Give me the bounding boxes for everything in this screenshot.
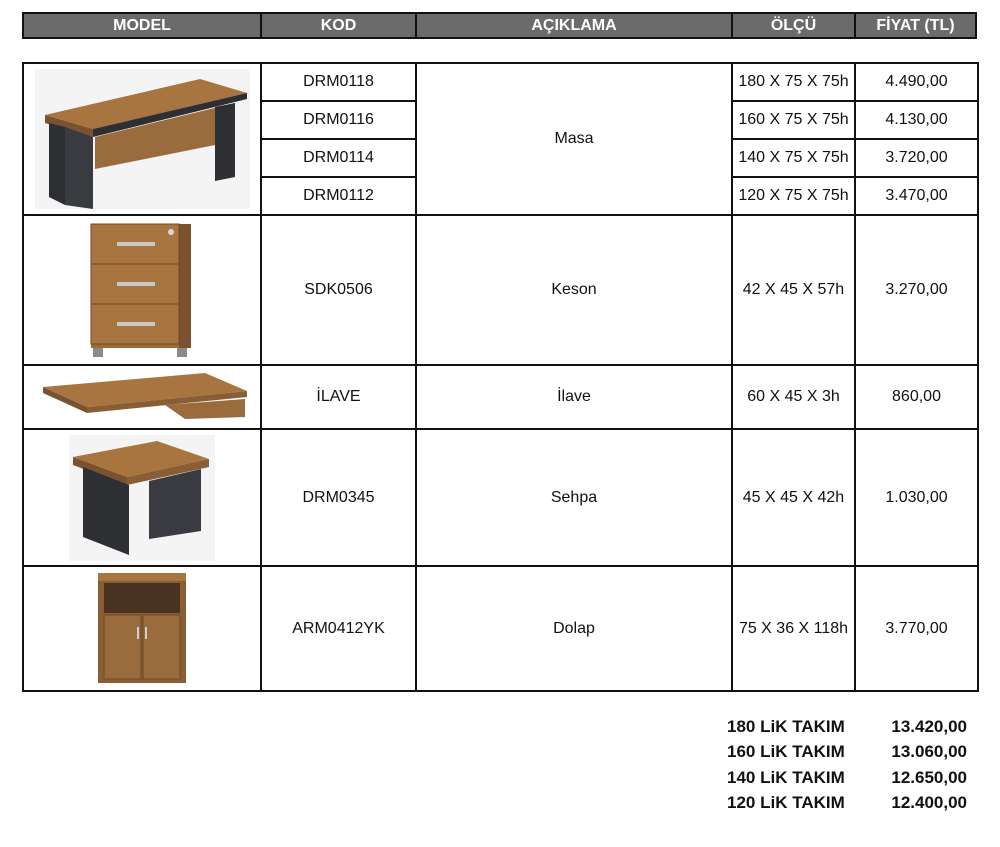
kod-cell: DRM0116	[261, 101, 416, 139]
side-table-icon	[69, 435, 215, 561]
fiyat-cell: 3.720,00	[855, 139, 978, 177]
kod-cell: ARM0412YK	[261, 566, 416, 691]
table-header	[22, 12, 977, 39]
fiyat-cell: 4.130,00	[855, 101, 978, 139]
header-olcu: ÖLÇÜ	[733, 14, 856, 37]
total-row	[727, 740, 967, 766]
header-kod: KOD	[262, 14, 417, 37]
total-value: 12.650,00	[891, 767, 967, 787]
total-label: 180 LiK TAKIM	[727, 716, 845, 736]
olcu-cell: 42 X 45 X 57h	[732, 215, 855, 365]
table-row	[23, 429, 978, 566]
total-row	[727, 765, 967, 791]
total-value: 13.420,00	[891, 716, 967, 736]
aciklama-cell: İlave	[416, 365, 732, 429]
total-row	[727, 791, 967, 817]
table-row	[23, 365, 978, 429]
set-totals	[727, 714, 967, 816]
model-image-dolap	[23, 566, 261, 691]
table-row	[23, 63, 978, 101]
total-label: 120 LiK TAKIM	[727, 793, 845, 813]
kod-cell: SDK0506	[261, 215, 416, 365]
olcu-cell: 45 X 45 X 42h	[732, 429, 855, 566]
total-row	[727, 714, 967, 740]
drawer-cabinet-icon	[87, 220, 197, 360]
table-row	[23, 566, 978, 691]
kod-cell: DRM0112	[261, 177, 416, 215]
total-label: 140 LiK TAKIM	[727, 767, 845, 787]
price-table	[22, 62, 979, 692]
total-label: 160 LiK TAKIM	[727, 742, 845, 762]
table-row	[23, 215, 978, 365]
extension-panel-icon	[35, 369, 250, 425]
olcu-cell: 160 X 75 X 75h	[732, 101, 855, 139]
desk-icon	[35, 69, 250, 209]
model-image-masa	[23, 63, 261, 215]
aciklama-cell: Dolap	[416, 566, 732, 691]
model-image-sehpa	[23, 429, 261, 566]
olcu-cell: 75 X 36 X 118h	[732, 566, 855, 691]
fiyat-cell: 3.470,00	[855, 177, 978, 215]
kod-cell: DRM0345	[261, 429, 416, 566]
total-value: 12.400,00	[891, 793, 967, 813]
olcu-cell: 60 X 45 X 3h	[732, 365, 855, 429]
fiyat-cell: 4.490,00	[855, 63, 978, 101]
olcu-cell: 180 X 75 X 75h	[732, 63, 855, 101]
aciklama-cell: Sehpa	[416, 429, 732, 566]
header-aciklama: AÇIKLAMA	[417, 14, 733, 37]
aciklama-cell-masa: Masa	[416, 63, 732, 215]
header-model: MODEL	[24, 14, 262, 37]
header-fiyat: FİYAT (TL)	[876, 16, 955, 34]
fiyat-cell: 3.770,00	[855, 566, 978, 691]
kod-cell: DRM0114	[261, 139, 416, 177]
kod-cell: DRM0118	[261, 63, 416, 101]
aciklama-cell: Keson	[416, 215, 732, 365]
cabinet-icon	[96, 571, 188, 686]
fiyat-cell: 1.030,00	[855, 429, 978, 566]
olcu-cell: 140 X 75 X 75h	[732, 139, 855, 177]
model-image-ilave	[23, 365, 261, 429]
total-value: 13.060,00	[891, 742, 967, 762]
fiyat-cell: 860,00	[855, 365, 978, 429]
model-image-keson	[23, 215, 261, 365]
olcu-cell: 120 X 75 X 75h	[732, 177, 855, 215]
fiyat-cell: 3.270,00	[855, 215, 978, 365]
kod-cell: İLAVE	[261, 365, 416, 429]
